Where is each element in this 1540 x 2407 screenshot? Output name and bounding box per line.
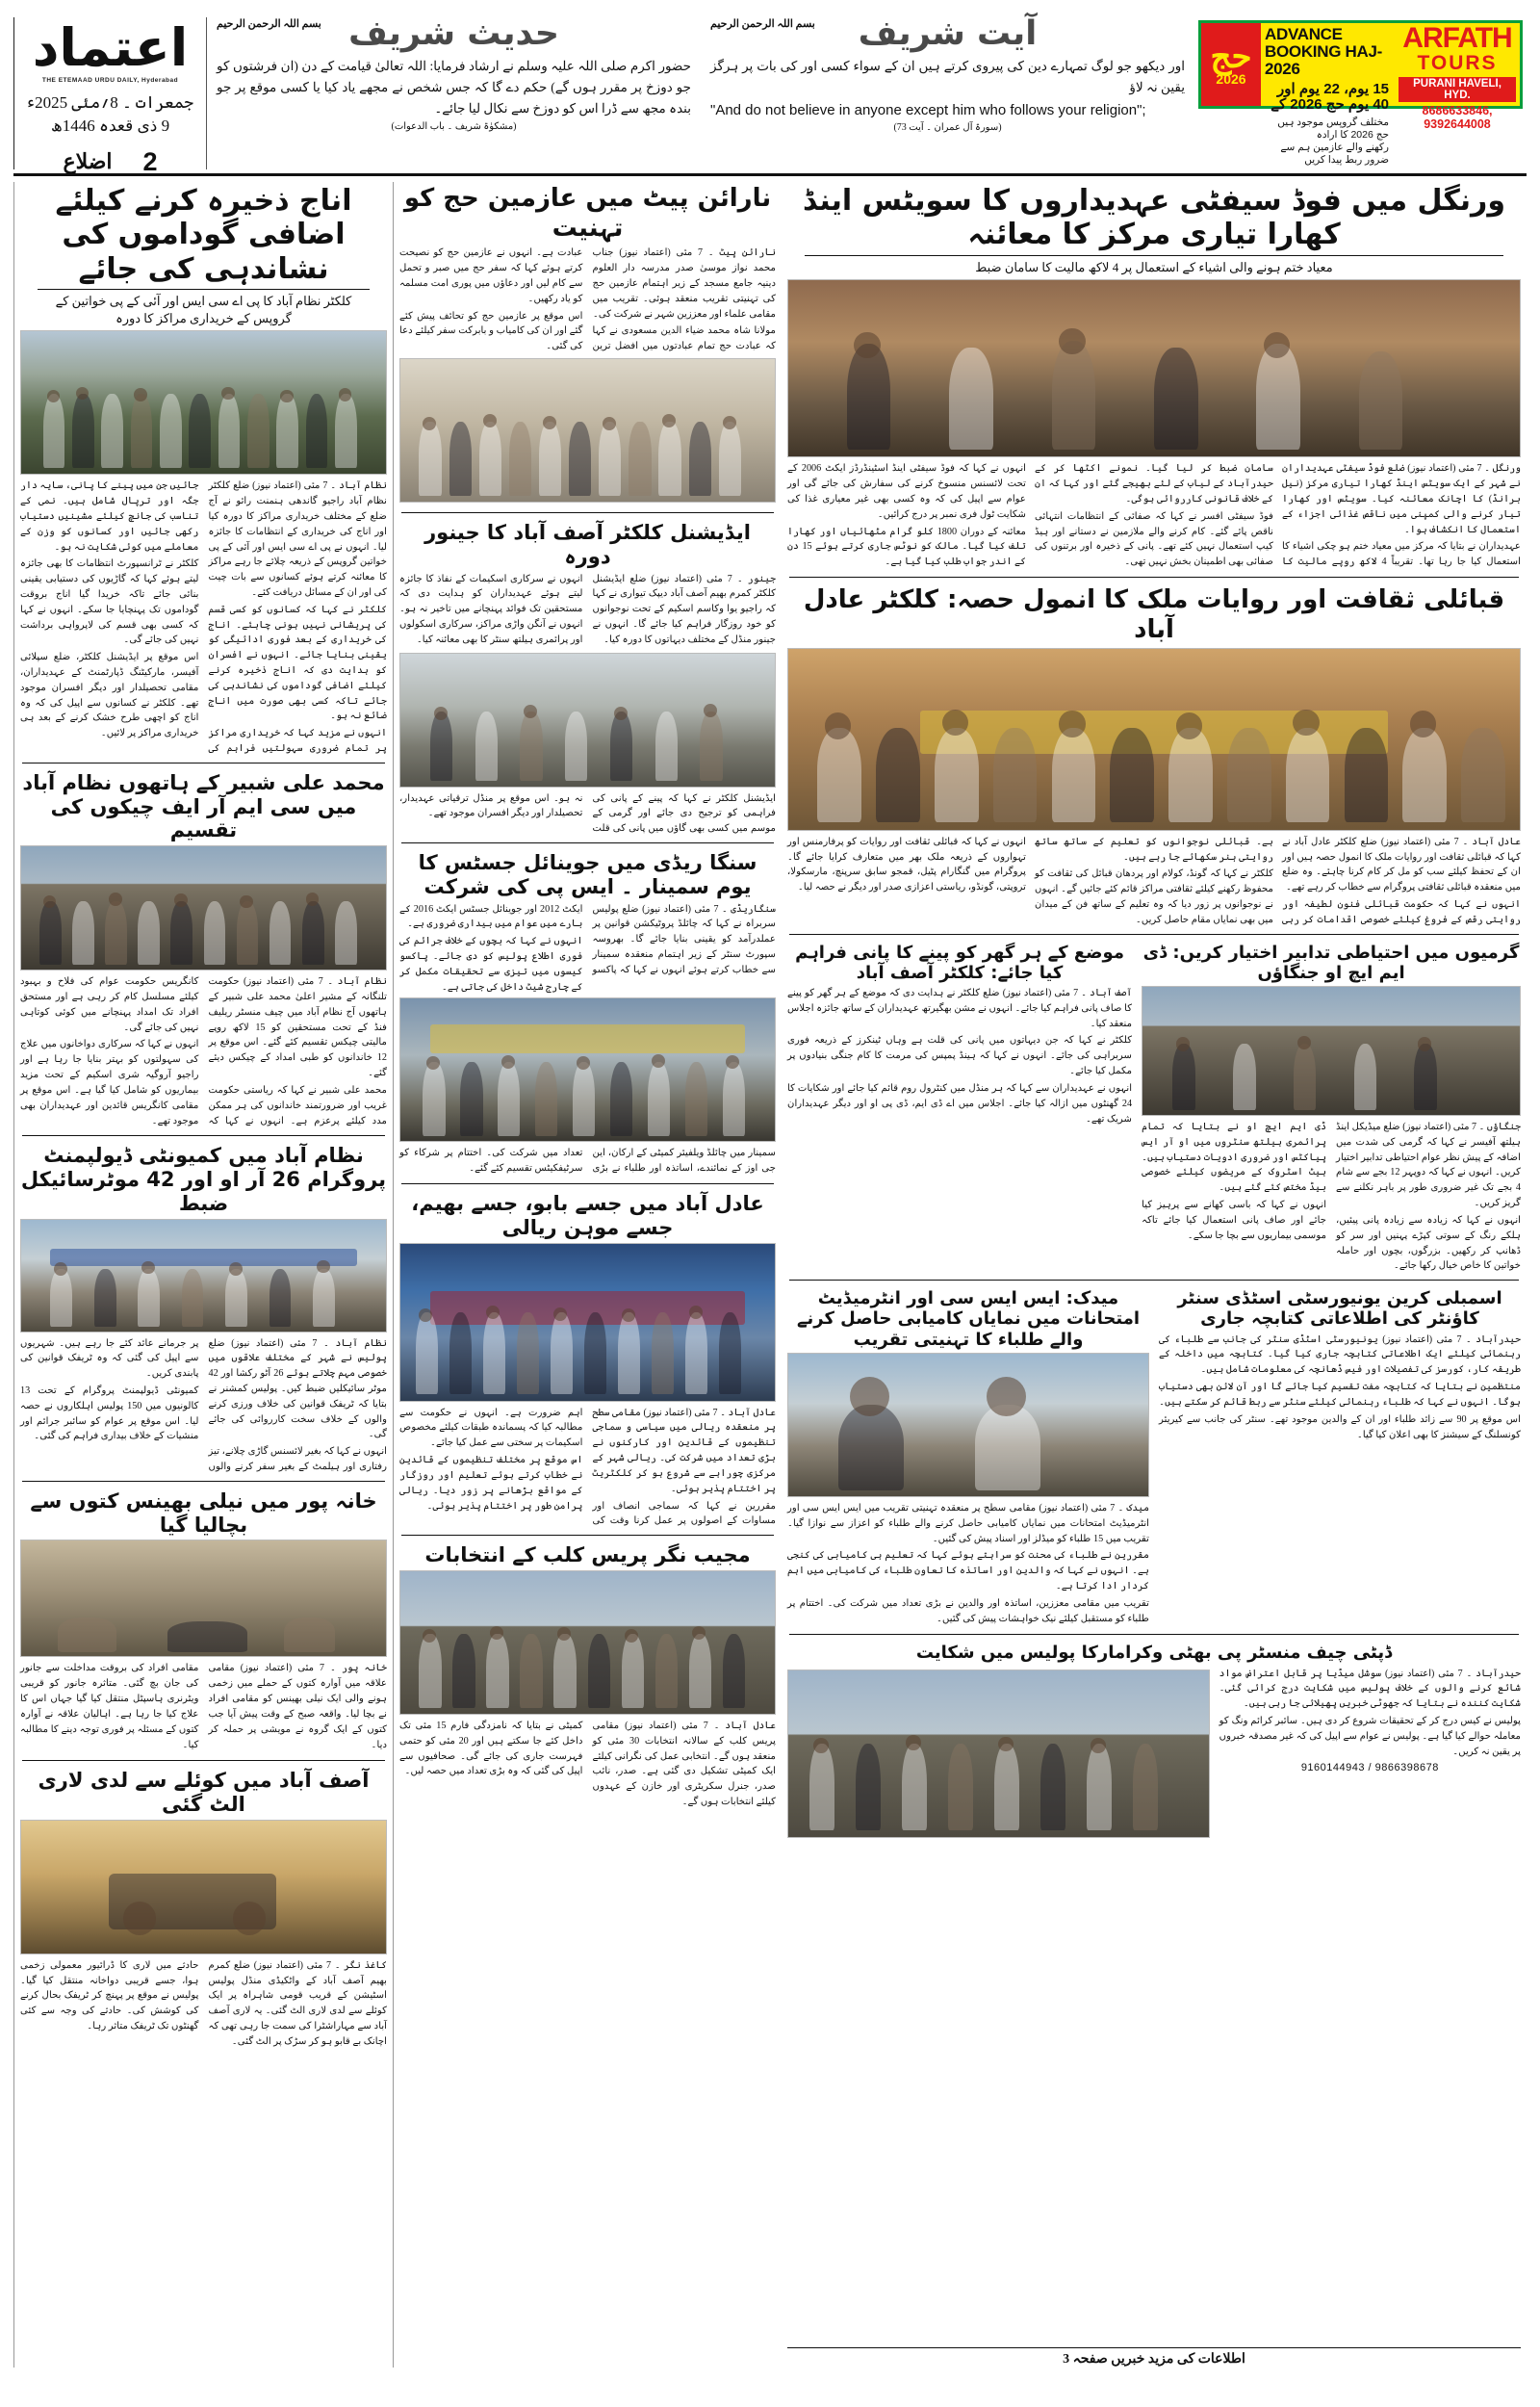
article-body: سنگاریڈی ۔ 7 مئی (اعتماد نیوز) ضلع پولیس سربراہ نے کہا کہ چائلڈ پروٹیکشن قوانین پر عملدرآمد کو یقینی بنایا جائے گا۔ بھروسہ سپورٹ سنٹر کے زیر اہتمام منعقدہ سمینار سے خطاب کرتے ہوئے انہوں نے کہا کہ پاکسو ایکٹ 2012 اور جوینائل جسٹس ایکٹ 2016 کے بارے میں عوام میں بیداری ضروری ہے۔ انہوں نے کہا کہ بچوں کے خلاف جرائم کی فوری اطلاع پولیس کو دی جائے۔ پاکسو کیسوں میں تیزی سے تحقیقات مکمل کر کے چارج شیٹ داخل کی جاتی ہے۔ [399,903,776,993]
dateline: نظام آباد ۔ 7 مئی (اعتماد نیوز) حکومت [208,976,387,988]
article-photo [399,653,776,788]
ad-line-3: رکھنے والے عازمین ہم سے ضرور ربط پیدا کریں [1280,141,1389,166]
article-food-safety-warangal[interactable] [787,182,1521,571]
article-photo [399,1570,776,1715]
subheadline: معیاد ختم ہونے والی اشیاء کے استعمال پر 4 لاکھ مالیت کا سامان ضبط [805,255,1503,276]
divider [789,577,1519,578]
article-tribal-culture[interactable] [787,583,1521,927]
headline: اسمبلی کرین یونیورسٹی اسٹڈی سنٹر کاؤنٹر کی اطلاعاتی کتابچہ جاری [1177,1288,1502,1330]
divider [401,1183,774,1184]
dateline: عادل آباد ۔ 7 مئی (اعتماد نیوز) [643,1407,776,1418]
bismillah-hadith-icon: بسم اللہ الرحمن الرحیم [217,18,321,30]
dateline: نظام آباد ۔ 7 مئی (اعتماد نیوز) ضلع [233,480,387,492]
article-body: جینور ۔ 7 مئی (اعتماد نیوز) ضلع ایڈیشنل کلکٹر کمرم بھیم آصف آباد دیپک تیواری نے کہا کہ راجیو یوا وکاسم اسکیم کے تحت نوجوانوں کو خود روزگار فراہم کیا جائے گا۔ انہوں نے جینور منڈل کے مختلف دیہاتوں کا دورہ کیا۔ انہوں نے سرکاری اسکیمات کے نفاذ کا جائزہ لیتے ہوئے عہدیداران کو ہدایت دی کہ مستحقین تک فوائد پہنچانے میں تاخیر نہ ہو۔ انہوں نے آنگن واڑی مراکز، سرکاری اسکولوں اور پرائمری ہیلتھ سنٹر کا بھی معائنہ کیا۔ [399,573,776,645]
dateline: حیدرآباد ۔ 7 مئی (اعتماد نیوز) [1385,1668,1522,1679]
article-deputy-cm-complaint[interactable] [787,1641,1521,1841]
dateline: میدک ۔ 7 مئی (اعتماد نیوز) [1039,1502,1149,1514]
headline: نارائن پیٹ میں عازمین حج کو تہنیت [403,184,772,243]
ad-brand-name: ARFATH [1402,22,1512,54]
column-right [13,182,393,2368]
hadith-title: حدیث شریف [348,14,559,53]
column-left [782,182,1527,2368]
divider [789,1280,1519,1281]
article-body: نظام آباد ۔ 7 مئی (اعتماد نیوز) ضلع کلکٹر نظام آباد راجیو گاندھی ہنمنت رائو نے آج ضلع کے مختلف خریداری مراکز کا دورہ کیا اور اناج کی خریداری کے انتظامات کا جائزہ لیا۔ انہوں نے پی اے سی ایس اور آئی کے پی خواتین گروپس کے ذریعہ چلائے جا رہے مراکز کا معائنہ کرتے ہوئے کسانوں سے بات چیت کی اور ان کے مسائل دریافت کئے۔ کلکٹر نے کہا کہ کسانوں کو کسی قسم کی پریشانی نہیں ہونی چاہئے۔ اناج کی خریداری کے بعد فوری ادائیگی کو یقینی بنایا جائے۔ انہوں نے افسران کو ہدایت دی کہ اناج ذخیرہ کرنے کیلئے اضافی گوداموں کی نشاندہی کی جائے تاکہ کسی بھی صورت میں اناج ضائع نہ ہو۔ انہوں نے مزید کہا کہ خریداری مراکز پر تمام ضروری سہولتیں فراہم کی جائیں جن میں پینے کا پانی، سایہ دار جگہ اور ترپال شامل ہیں۔ نمی کے تناسب کی جانچ کیلئے مشینیں دستیاب رکھی جائیں اور کسانوں کو وزن کے معاملے میں کوئی شکایت نہ ہو۔ کلکٹر نے ٹرانسپورٹ انتظامات کا بھی جائزہ لیتے ہوئے کہا کہ گاڑیوں کی دستیابی یقینی بنائی جائے تاکہ خریدا گیا اناج بروقت گوداموں تک پہنچایا جا سکے۔ انہوں نے کہا کہ کسی بھی قسم کی لاپرواہی برداشت نہیں کی جائے گی۔ اس موقع پر ایڈیشنل کلکٹر، ضلع سپلائی آفیسر، مارکیٹنگ ڈپارٹمنٹ کے عہدیداران، مقامی تحصیلدار اور دیگر افسران موجود تھے۔ کلکٹر نے کسانوں سے اپیل کی کہ وہ اناج کو اچھی طرح خشک کرنے کے بعد ہی خریداری مراکز پر لائیں۔ [20,480,387,755]
masthead [13,14,1527,176]
dateline: نظام آباد ۔ 7 مئی (اعتماد نیوز) ضلع [208,1337,388,1349]
article-photo [787,648,1521,831]
headline: قبائلی ثقافت اور روایات ملک کا انمول حصہ: کلکٹر عادل آباد [803,585,1505,645]
headline: عادل آباد میں جسے بابو، جسے بھیم، جسے موہن ریالی [411,1192,764,1239]
ayat-text-english: "And do not believe in anyone except him who follows your religion"; [710,102,1146,119]
article-body: عادل آباد ۔ 7 مئی (اعتماد نیوز) مقامی پریس کلب کے سالانہ انتخابات 30 مئی کو منعقد ہوں گے۔ انتخابی عمل کی نگرانی کیلئے ایک کمیٹی تشکیل دی گئی ہے۔ صدر، نائب صدر، جنرل سکریٹری اور خازن کے عہدوں کیلئے انتخابات ہوں گے۔ کمیٹی نے بتایا کہ نامزدگی فارم 15 مئی تک داخل کئے جا سکتے ہیں اور 20 مئی کو حتمی فہرست جاری کی جائے گی۔ صحافیوں سے اپیل کی گئی کہ وہ بڑی تعداد میں حصہ لیں۔ [399,1720,777,1807]
hajj-badge-icon [1201,23,1261,106]
article-hajj-felicitation[interactable] [399,182,776,506]
article-body: کاغذ نگر ۔ 7 مئی (اعتماد نیوز) ضلع کمرم بھیم آصف آباد کے واٹکیڈی منڈل پولیس اسٹیشن کے قریب قومی شاہراہ پر ایک کوئلے سے لدی لاری الٹ گئی۔ یہ لاری آصف آباد سے مہاراشٹرا کی سمت جا رہی تھی کہ اچانک بے قابو ہو کر سڑک پر الٹ گئی۔ حادثے میں لاری کا ڈرائیور معمولی زخمی ہوا، جسے قریبی دواخانہ منتقل کیا گیا۔ پولیس نے موقع پر پہنچ کر ٹریفک بحال کرنے کی کوشش کی۔ حادثے کی وجہ سے کئی گھنٹوں تک ٹریفک متاثر رہا۔ [20,1959,388,2047]
article-lead-grain-storage[interactable] [20,182,387,757]
hajj-glyph: حج [1210,38,1252,75]
divider [789,934,1519,935]
headline: مجیب نگر پریس کلب کے انتخابات [424,1543,751,1567]
dateline: آصف آباد ۔ 7 مئی (اعتماد نیوز) [1002,988,1133,999]
article-water-supply[interactable] [787,941,1132,1275]
article-press-club-elections[interactable] [399,1541,776,1810]
headline: گرمیوں میں احتیاطی تدابیر اختیار کریں: ڈی ایم ایچ او جنگاؤں [1142,942,1520,983]
dateline: حیدرآباد ۔ 7 مئی (اعتماد نیوز) [1382,1333,1521,1345]
dateline: جینور ۔ 7 مئی (اعتماد نیوز) ضلع [629,573,776,584]
headline: آصف آباد میں کوئلے سے لدی لاری الٹ گئی [38,1769,370,1817]
headline: خانہ پور میں نیلی بھینس کتوں سے بچالیا گیا [30,1488,377,1537]
divider [401,1535,774,1536]
article-body: عادل آباد ۔ 7 مئی (اعتماد نیوز) مقامی سطح پر منعقدہ ریالی میں سیاسی و سماجی تنظیموں کے قائدین اور کارکنوں نے بڑی تعداد میں شرکت کی۔ ریالی شہر کے مرکزی چوراہے سے شروع ہو کر کلکٹریٹ پر اختتام پذیر ہوئی۔ مقررین نے کہا کہ سماجی انصاف اور مساوات کے اصولوں پر عمل کرنا وقت کی اہم ضرورت ہے۔ انہوں نے حکومت سے مطالبہ کیا کہ پسماندہ طبقات کیلئے مخصوص اسکیمات پر سختی سے عمل کیا جائے۔ اس موقع پر مختلف تنظیموں کے قائدین نے خطاب کرتے ہوئے تعلیم اور روزگار کے مواقع بڑھانے پر زور دیا۔ ریالی پرامن طور پر اختتام پذیر ہوئی۔ [399,1407,776,1527]
article-photo [1142,986,1521,1116]
article-photo [399,997,776,1142]
article-photo [787,1353,1149,1497]
article-study-centre-booklet[interactable] [1159,1286,1521,1628]
headline: ڈپٹی چیف منسٹر پی بھٹی وکرامارکا پولیس میں شکایت [915,1643,1393,1664]
headline: نظام آباد میں کمیونٹی ڈیولپمنٹ پروگرام 26 آر او اور 42 موٹرسائیکل ضبط [20,1144,387,1215]
date-hijri: 9 ذی قعدہ 1446ھ [50,116,170,135]
article-photo [20,330,387,475]
dateline: جنگاؤں ۔ 7 مئی (اعتماد نیوز) [1402,1122,1521,1133]
headline: ورنگل میں فوڈ سیفٹی عہدیداروں کا سویٹس اینڈ کھارا تیاری مرکز کا معائنہ [803,184,1505,252]
article-photo [20,845,387,971]
headline: موضع کے ہر گھر کو پینے کا پانی فراہم کیا جائے: کلکٹر آصف آباد [795,942,1124,983]
hadith-reference: (مشکوٰۃ شریف ۔ باب الدعوات) [391,120,517,132]
article-photo [399,1243,776,1402]
hajj-year: 2026 [1216,71,1246,88]
headline: محمد علی شبیر کے ہاتھوں نظام آباد میں سی ایم آر ایف چیکوں کی تقسیم [22,770,385,842]
article-body: حیدرآباد ۔ 7 مئی (اعتماد نیوز) یونیورسٹی اسٹڈی سنٹر کی جانب سے طلباء کی رہنمائی کیلئے ایک اطلاعاتی کتابچہ جاری کیا گیا۔ کتابچہ میں داخلہ کے طریقہ کار، کورسز کی تفصیلات اور فیس ڈھانچہ کی معلومات شامل ہیں۔ منتظمین نے بتایا کہ کتابچہ مفت تقسیم کیا جائے گا اور آن لائن بھی دستیاب ہوگا۔ انہوں نے کہا کہ طلباء رہنمائی کیلئے سنٹر سے ربط قائم کر سکتے ہیں۔ اس موقع پر 90 سے زائد طلباء اور ان کے والدین موجود تھے۔ سنٹر کی جانب سے کیریئر کونسلنگ کے سیشنز کا بھی اعلان کیا گیا۔ [1159,1333,1521,1440]
dateline: خانہ پور ۔ 7 مئی (اعتماد نیوز) مقامی [208,1663,387,1674]
divider [22,763,385,764]
dateline: نارائن پیٹ ۔ 7 مئی (اعتماد نیوز) [619,247,776,259]
article-body: نظام آباد ۔ 7 مئی (اعتماد نیوز) حکومت تلنگانہ کے مشیر اعلیٰ محمد علی شبیر کے ہاتھوں آج نظام آباد میں چیف منسٹر ریلیف فنڈ کے تحت مستحقین کو 15 لاکھ روپے مالیتی چیکس تقسیم کئے گئے۔ اس موقع پر 12 خاندانوں کو طبی امداد کے چیکس دیئے گئے۔ محمد علی شبیر نے کہا کہ ریاستی حکومت غریب اور ضرورتمند خاندانوں کی ہر ممکن مدد کیلئے پرعزم ہے۔ انہوں نے کہا کہ کانگریس حکومت عوام کی فلاح و بہبود کیلئے مسلسل کام کر رہی ہے اور مستحق افراد تک امداد پہنچانے میں کوئی کوتاہی نہیں کی جائے گی۔ انہوں نے کہا کہ سرکاری دواخانوں میں علاج کی سہولتوں کو بہتر بنایا جا رہا ہے اور راجیو آروگیہ شری اسکیم کے تحت مزید بیماریوں کو شامل کیا گیا ہے۔ اس موقع پر مقامی کانگریس قائدین اور عہدیداران بھی موجود تھے۔ [20,976,387,1126]
article-summer-precautions[interactable] [1142,941,1521,1275]
article-photo [787,279,1521,457]
page-indicator [14,147,206,177]
article-photo [787,1669,1210,1838]
article-photo [399,358,776,503]
article-body: خانہ پور ۔ 7 مئی (اعتماد نیوز) مقامی علاقہ میں آوارہ کتوں کے حملے میں زخمی ہونے والی ایک نیلی بھینس کو مقامی افراد نے بچا لیا۔ واقعہ صبح کے وقت پیش آیا جب کتوں کے ایک گروہ نے مویشی پر حملہ کر دیا۔ مقامی افراد کی بروقت مداخلت سے جانور کی جان بچ گئی۔ متاثرہ جانور کو قریبی ویٹرنری ہاسپٹل منتقل کیا گیا جہاں اس کا علاج کیا جا رہا ہے۔ اہالیان علاقہ نے آوارہ کتوں کے مسئلہ پر فوری توجہ دینے کا مطالبہ کیا۔ [20,1663,387,1750]
divider [401,842,774,843]
two-article-strip-2 [787,1286,1521,1628]
headline: سنگا ریڈی میں جوینائل جسٹس کا یوم سمینار ۔ ایس پی کی شرکت [418,851,757,898]
article-body: نارائن پیٹ ۔ 7 مئی (اعتماد نیوز) جناب محمد نواز موسیٰ صدر مدرسہ دار العلوم دینیہ جامع مسجد کے زیر اہتمام عازمین حج کی تہنیتی تقریب منعقد ہوئی۔ تقریب میں مقامی علماء اور معززین شہر نے شرکت کی۔ مولانا شاہ محمد ضیاء الدین مسعودی نے کہا کہ عبادت حج تمام عبادتوں میں افضل ترین عبادت ہے۔ انہوں نے عازمین حج کو نصیحت کرتے ہوئے کہا کہ سفر حج میں صبر و تحمل سے کام لیں اور دعاؤں میں پوری امت مسلمہ کو یاد رکھیں۔ اس موقع پر عازمین حج کو تحائف پیش کئے گئے اور ان کی کامیاب و بابرکت سفر کیلئے دعا کی گئی۔ [399,247,776,352]
divider [789,1634,1519,1635]
ad-line-2: مختلف گروپس موجود ہیں حج 2026 کا ارادہ [1277,116,1389,141]
article-photo [20,1219,387,1333]
dateline: عادل آباد ۔ 7 مئی (اعتماد نیوز) [625,1720,777,1731]
article-body: نظام آباد ۔ 7 مئی (اعتماد نیوز) ضلع پولیس نے شہر کے مختلف علاقوں میں خصوصی مہم چلاتے ہوئے 26 آٹو رکشا اور 42 موٹر سائیکلیں ضبط کیں۔ پولیس کمشنر نے بتایا کہ ٹریفک قوانین کی خلاف ورزی کرنے والوں کے خلاف سخت کارروائی کی جائے گی۔ انہوں نے کہا کہ بغیر لائسنس گاڑی چلانے، تیز رفتاری اور ہیلمٹ کے بغیر سفر کرنے والوں پر جرمانے عائد کئے جا رہے ہیں۔ شہریوں سے اپیل کی گئی کہ وہ ٹریفک قوانین کی پابندی کریں۔ کمیونٹی ڈیولپمنٹ پروگرام کے تحت 13 کالونیوں میں 150 پولیس اہلکاروں نے حصہ لیا۔ اس موقع پر عوام کو سائبر جرائم اور منشیات کے خلاف بیداری فراہم کی گئی۔ [20,1337,388,1473]
article-body: آصف آباد ۔ 7 مئی (اعتماد نیوز) ضلع کلکٹر نے ہدایت دی کہ موضع کے ہر گھر کو پینے کا صاف پانی فراہم کیا جائے۔ انہوں نے مشن بھگیرتھ عہدیداران کے ساتھ جائزہ اجلاس منعقد کیا۔ کلکٹر نے کہا کہ جن دیہاتوں میں پانی کی قلت ہے وہاں ٹینکرز کے ذریعہ فوری سربراہی کی جائے۔ انہوں نے کہا کہ ہینڈ پمپس کی مرمت کا کام جنگی بنیادوں پر مکمل کیا جائے۔ انہوں نے عہدیداران سے کہا کہ ہر منڈل میں کنٹرول روم قائم کیا جائے اور شکایات کا 24 گھنٹوں میں ازالہ کیا جائے۔ اجلاس میں اے ڈی ایم، ڈی پی او اور دیگر عہدیداران شریک تھے۔ [787,988,1133,1125]
ad-copy [1261,23,1395,166]
article-cmrf-cheques[interactable] [20,769,387,1129]
article-photo [20,1820,387,1954]
divider [401,512,774,513]
ad-line-1: 15 یوم، 22 یوم اور 40 یوم حج 2026 کے [1270,80,1389,114]
date-gregorian: جمعرات ۔ 8؍مئی 2025ء [27,92,193,112]
arfath-tours-ad[interactable] [1198,20,1523,166]
dateline: عادل آباد ۔ 7 مئی (اعتماد نیوز) [1380,836,1522,847]
bismillah-ayat-icon: بسم اللہ الرحمن الرحیم [710,18,815,30]
ayat-reference: (سورۃ آل عمران ۔ آیت 73) [893,121,1002,133]
dateline: ورنگل ۔ 7 مئی (اعتماد نیوز) [1407,463,1521,475]
ad-phone: 8686633846, 9392644008 [1422,103,1493,131]
hadith-block [206,14,701,169]
article-body: حیدرآباد ۔ 7 مئی (اعتماد نیوز) سوشل میڈیا پر قابل اعتراض مواد شائع کرنے والوں کے خلاف پولیس میں شکایت درج کرائی گئی۔ شکایت کنندہ نے بتایا کہ جھوٹی خبریں پھیلائی جا رہی ہیں۔ پولیس نے کیس درج کر کے تحقیقات شروع کر دی ہیں۔ سائبر کرائم ونگ کو معاملہ حوالے کیا گیا ہے۔ پولیس نے عوام سے اپیل کی کہ غیر مصدقہ خبروں پر یقین نہ کریں۔ [1219,1668,1522,1757]
headline: اناج ذخیرہ کرنے کیلئے اضافی گوداموں کی نشاندہی کی جائے [55,184,352,286]
headline: ایڈیشنل کلکٹر آصف آباد کا جینور دورہ [424,521,751,568]
article-body-cont: ایڈیشنل کلکٹر نے کہا کہ پینے کے پانی کی فراہمی کو ترجیح دی جائے اور گرمی کے موسم میں کسی بھی گاؤں میں پانی کی قلت نہ ہو۔ اس موقع پر منڈل ترقیاتی عہدیدار، تحصیلدار اور دیگر افسران موجود تھے۔ [399,792,776,835]
newspaper-subtitle: THE ETEMAAD URDU DAILY, Hyderabad [41,76,179,84]
dateline: سنگاریڈی ۔ 7 مئی (اعتماد نیوز) [642,903,776,915]
page-number: 2 [142,146,158,176]
advertisement-slot[interactable] [1194,17,1527,169]
article-juvenile-justice-seminar[interactable] [399,849,776,1178]
article-additional-collector-visit[interactable] [399,519,776,837]
two-article-strip [787,941,1521,1275]
ayat-text: اور دیکھو جو لوگ تمہارے دین کی پیروی کرتے ہیں ان کے سواء کسی اور کی بات پر ہرگز یقین نہ لاؤ [710,58,1185,95]
ayat-block [701,14,1194,169]
article-body: میدک ۔ 7 مئی (اعتماد نیوز) مقامی سطح پر منعقدہ تہنیتی تقریب میں ایس ایس سی اور انٹرمیڈیٹ امتحانات میں نمایاں کامیابی حاصل کرنے والے طلباء کو اعزاز سے نوازا گیا۔ تقریب میں 15 طلباء کو میڈلز اور اسناد پیش کی گئیں۔ مقررین نے طلباء کی محنت کو سراہتے ہوئے کہا کہ تعلیم ہی کامیابی کی کنجی ہے۔ انہوں نے کہا کہ والدین اور اساتذہ کا تعاون طلباء کی کامیابی میں اہم کردار ادا کرتا ہے۔ تقریب میں مقامی معززین، اساتذہ اور والدین نے بڑی تعداد میں شرکت کی۔ اختتام پر طلباء کو مستقبل کیلئے نیک خواہشات پیش کی گئیں۔ [787,1502,1149,1624]
ayat-title: آیت شریف [858,14,1038,53]
ad-headline-en: ADVANCE BOOKING HAJ-2026 [1265,25,1383,78]
divider [22,1481,385,1482]
article-body: عادل آباد ۔ 7 مئی (اعتماد نیوز) ضلع کلکٹر عادل آباد نے کہا کہ قبائلی ثقافت اور روایات ملک کا انمول حصہ ہیں اور ان کے تحفظ کیلئے سب کو مل کر کام کرنا چاہئے۔ وہ ضلع میں منعقدہ قبائلی ثقافتی پروگرام سے خطاب کر رہے تھے۔ انہوں نے کہا کہ حکومت قبائلی فنون لطیفہ اور روایتی رقص کے فروغ کیلئے خصوصی اقدامات کر رہی ہے۔ قبائلی نوجوانوں کو تعلیم کے ساتھ ساتھ روایتی ہنر سکھائے جا رہے ہیں۔ کلکٹر نے کہا کہ گونڈ، کولام اور پردھان قبائل کی ثقافت کو محفوظ رکھنے کیلئے ثقافتی مراکز قائم کئے جائیں گے۔ انہوں نے نوجوانوں پر زور دیا کہ وہ تعلیم کے ساتھ فن کے میدان میں بھی نمایاں مقام حاصل کریں۔ انہوں نے کہا کہ قبائلی ثقافت اور روایات کو پرفارمنس اور تہواروں کے ذریعہ ملک بھر میں متعارف کرایا جائے گا۔ پروگرام میں گنگارام پٹیل، قمجو سابق سرپنچ، مارسکولا، تروپتی، گونڈو، ریاستی اعزازی صدر اور دیگر نے حصہ لیا۔ [787,836,1522,925]
article-adilabad-rally[interactable] [399,1190,776,1529]
article-buffalo-rescue[interactable] [20,1488,387,1754]
ad-brand-type: TOURS [1417,51,1498,74]
divider [22,1760,385,1761]
masthead-logo-block [13,17,206,176]
hadith-text: حضور اکرم صلی اللہ علیہ وسلم نے ارشاد فرمایا: اللہ تعالیٰ قیامت کے دن (ان فرشتوں کو جو دوزخ پر مقرر ہوں گے) حکم دے گا کہ جس شخص نے مجھے یاد کیا یا کسی موقع پر جو بندہ مجھ سے ڈرا اس کو دوزخ سے نکال لیا جائے۔ [217,58,691,116]
ad-address: PURANI HAVELI, HYD. [1399,77,1516,102]
newspaper-title: اعتماد [32,17,189,78]
headline: میدک: ایس ایس سی اور انٹرمیڈیٹ امتحانات میں نمایاں کامیابی حاصل کرنے والے طلباء کا تہنیتی تقریب [796,1288,1141,1350]
column-middle [393,182,782,2368]
article-student-felicitation[interactable] [787,1286,1149,1628]
continuation-note: اطلاعات کی مزید خبریں صفحہ 3 [787,2347,1521,2368]
divider [22,1135,385,1136]
page-section-label: اضلاع [63,149,113,174]
article-body: ورنگل ۔ 7 مئی (اعتماد نیوز) ضلع فوڈ سیفٹی عہدیداران نے شہر کے ایک سویٹس اینڈ کھارا تیاری مرکز (نیل برانڈ) کا اچانک معائنہ کیا۔ سویٹس اور کھارا تیار کرنے والی کمپنی میں ناقص غذائی اجزاء کے استعمال کا انکشاف ہوا۔ عہدیداران نے بتایا کہ مرکز میں معیاد ختم ہو چکی اشیاء کا استعمال کیا جا رہا تھا۔ تقریباً 4 لاکھ روپے مالیت کا سامان ضبط کر لیا گیا۔ نمونے اکٹھا کر کے حیدرآباد کے لیاب کے لئے بھیجے گئے اور کہا کہ ان کے خلاف قانونی کارروائی ہوگی۔ فوڈ سیفٹی افسر نے کہا کہ صفائی کے انتظامات انتہائی ناقص پائے گئے۔ کام کرنے والے ملازمین نے دستانے اور ہیڈ کیپ استعمال نہیں کئے تھے۔ پانی کے ذخیرہ اور برتنوں کی صفائی بھی اطمینان بخش نہیں تھی۔ انہوں نے کہا کہ فوڈ سیفٹی اینڈ اسٹینڈرڈز ایکٹ 2006 کے تحت لائسنس منسوخ کرنے کی سفارش کی جائے گی اور عوام سے اپیل کی کہ وہ کسی بھی غیر معیاری غذا کی شکایت ٹول فری نمبر پر درج کرائیں۔ معائنہ کے دوران 1800 کلو گرام مٹھائیاں اور کھارا تلف کیا گیا۔ مالک کو نوٹس جاری کرتے ہوئے 15 دن کے اندر جواب طلب کیا گیا ہے۔ [787,463,1521,568]
ad-brand-block [1395,22,1520,131]
article-body: جنگاؤں ۔ 7 مئی (اعتماد نیوز) ضلع میڈیکل اینڈ ہیلتھ آفیسر نے کہا کہ گرمی کی شدت میں اضافہ کے پیش نظر عوام احتیاطی تدابیر اختیار کریں۔ انہوں نے کہا کہ دوپہر 12 بجے سے شام 4 بجے تک غیر ضروری طور پر باہر نکلنے سے گریز کریں۔ انہوں نے کہا کہ زیادہ سے زیادہ پانی پیئیں، ہلکے رنگ کے سوتی کپڑے پہنیں اور سر کو ڈھانپ کر رکھیں۔ بزرگوں، بچوں اور حاملہ خواتین کا خاص خیال رکھا جائے۔ ڈی ایم ایچ او نے بتایا کہ تمام پرائمری ہیلتھ سنٹروں میں او آر ایس پیاکٹس اور ضروری ادویات دستیاب ہیں۔ ہیٹ اسٹروک کے مریضوں کیلئے خصوصی بیڈ مختص کئے گئے ہیں۔ انہوں نے کہا کہ باسی کھانے سے پرہیز کیا جائے اور صاف پانی استعمال کیا جائے تاکہ موسمی بیماریوں سے بچا جا سکے۔ [1142,1122,1521,1272]
content-grid [13,182,1527,2368]
article-lorry-overturned[interactable] [20,1767,387,2049]
contact-numbers: 9160144943 / 9866398678 [1300,1762,1439,1774]
article-photo [20,1540,387,1657]
article-body-cont: سمینار میں چائلڈ ویلفیئر کمیٹی کے ارکان، این جی اوز کے نمائندے، اساتذہ اور طلباء نے بڑی تعداد میں شرکت کی۔ اختتام پر شرکاء کو سرٹیفکیٹس تقسیم کئے گئے۔ [399,1148,776,1175]
dateline: کاغذ نگر ۔ 7 مئی (اعتماد نیوز) ضلع [233,1959,388,1971]
subheadline: کلکٹر نظام آباد کا پی اے سی ایس اور آئی کے پی خواتین کے گروپس کے خریداری مراکز کا دورہ [38,289,370,326]
article-community-development[interactable] [20,1142,387,1475]
